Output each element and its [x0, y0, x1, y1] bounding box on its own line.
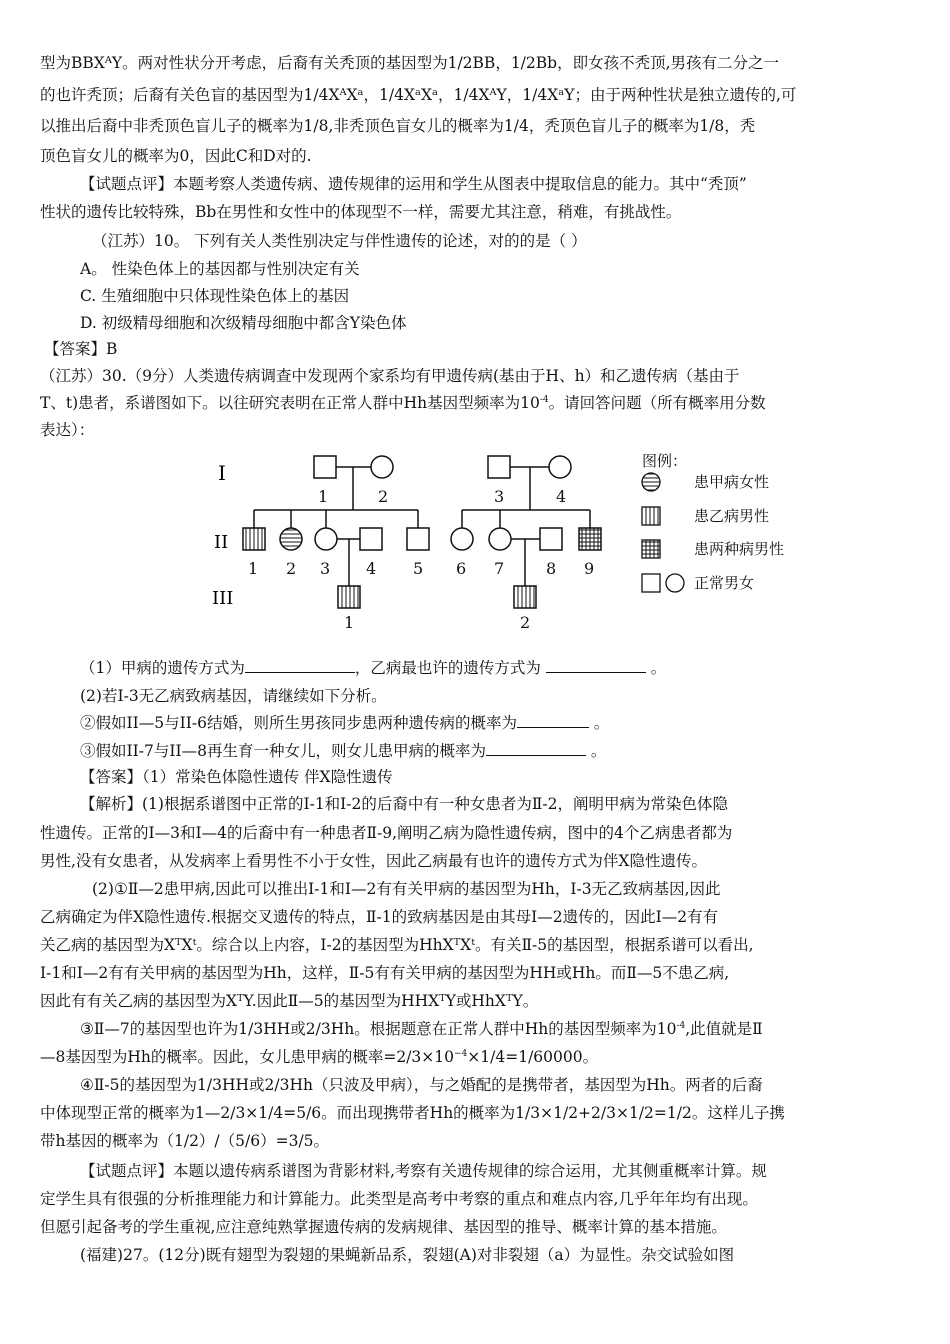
individual-II-3	[315, 528, 337, 550]
option-c: C. 生殖细胞中只体现性染色体上的基因	[80, 287, 350, 305]
legend-label: 患乙病男性	[694, 507, 770, 525]
legend-label: 正常男女	[694, 574, 755, 592]
text-span: ,此值就是Ⅱ	[685, 1020, 763, 1038]
generation-label: III	[212, 588, 234, 609]
answer-10: 【答案】B	[44, 340, 118, 358]
text-line: 以推出后裔中非秃顶色盲儿子的概率为1/8,非秃顶色盲女儿的概率为1/4，秃顶色盲儿子的概率为1/8，秃	[40, 117, 756, 135]
sub-question-2-2	[80, 740, 606, 762]
explanation-line: 因此有有关乙病的基因型为XᵀY.因此Ⅱ—5的基因型为HHXᵀY或HhXᵀY。	[40, 992, 539, 1010]
individual-I-1	[314, 456, 336, 478]
superscript: -4	[539, 394, 549, 405]
review-line: 定学生具有很强的分析推理能力和计算能力。此类型是高考中考察的重点和难点内容,几乎年年均有出现。	[40, 1190, 758, 1208]
family-1	[243, 456, 429, 608]
pedigree-number: 2	[378, 487, 389, 506]
answer-blank[interactable]	[486, 741, 586, 756]
explanation-line: Ⅰ-1和Ⅰ—2有有关甲病的基因型为Hh，这样，Ⅱ-5有有关甲病的基因型为HH或Hh。而Ⅱ—5不患乙病,	[40, 964, 730, 982]
answer-blank[interactable]	[546, 658, 646, 673]
legend-symbol-female-a	[642, 473, 660, 491]
explanation-line: 【解析】(1)根据系谱图中正常的Ⅰ-1和Ⅰ-2的后裔中有一种女患者为Ⅱ-2，阐明甲病为常染色体隐	[80, 795, 729, 813]
question-30	[40, 392, 766, 414]
explanation-line: 中体现型正常的概率为1—2/3×1/4=5/6。而出现携带者Hh的概率为1/3×1/2+2/3×1/2=1/2。这样儿子携	[40, 1104, 785, 1122]
family-2	[451, 456, 601, 608]
text-span: 。	[590, 742, 607, 760]
generation-label: I	[218, 461, 226, 485]
individual-II-1	[243, 528, 265, 550]
question-30: （江苏）30.（9分）人类遗传病调查中发现两个家系均有甲遗传病(基由于H、h）和乙遗传病（基由于	[40, 367, 740, 385]
text-span: ②假如II—5与II-6结婚，则所生男孩同步患两种遗传病的概率为	[80, 714, 517, 732]
individual-II-4	[360, 528, 382, 550]
individual-III-2	[514, 586, 536, 608]
explanation-line: 带h基因的概率为（1/2）/（5/6）=3/5。	[40, 1132, 330, 1150]
text-span: ③假如II-7与II—8再生育一种女儿，则女儿患甲病的概率为	[80, 742, 486, 760]
individual-II-6	[451, 528, 473, 550]
superscript: −4	[454, 1048, 468, 1059]
text-line: 的也许秃顶；后裔有关色盲的基因型为1/4XᴬXᵃ，1/4XᵃXᵃ，1/4XᴬY，1/4XᵃY；由于两种性状是独立遗传的,可	[40, 86, 797, 104]
text-span: T、t)患者，系谱图如下。以往研究表明在正常人群中Hh基因型频率为10	[40, 394, 540, 412]
answer-blank[interactable]	[517, 713, 589, 728]
pedigree-number: 1	[344, 613, 355, 632]
pedigree-number: 4	[556, 487, 567, 506]
text-span: —8基因型为Hh的概率。因此，女儿患甲病的概率=2/3×10	[40, 1048, 455, 1066]
individual-III-1	[338, 586, 360, 608]
legend-symbol-male-both	[642, 540, 660, 558]
question-fujian-27: (福建)27。(12分)既有翅型为裂翅的果蝇新品系，裂翅(A)对非裂翅（a）为显性。杂交试验如图	[80, 1246, 735, 1264]
explanation-line	[80, 1018, 763, 1040]
pedigree-chart	[200, 448, 820, 638]
pedigree-number: 2	[520, 613, 531, 632]
explanation-line: 性遗传。正常的Ⅰ—3和Ⅰ—4的后裔中有一种患者Ⅱ-9,阐明乙病为隐性遗传病，图中的4个乙病患者都为	[40, 824, 733, 842]
individual-II-2	[280, 528, 302, 550]
individual-I-2	[371, 456, 393, 478]
generation-label: II	[214, 532, 229, 553]
pedigree-legend	[642, 452, 784, 592]
text-span: ③Ⅱ—7的基因型也许为1/3HH或2/3Hh。根据题意在正常人群中Hh的基因型频率为10	[80, 1020, 677, 1038]
pedigree-number: 8	[546, 559, 557, 578]
individual-I-3	[488, 456, 510, 478]
sub-question-2-1	[80, 712, 609, 734]
sub-question-2: (2)若Ⅰ-3无乙病致病基因，请继续如下分析。	[80, 687, 387, 705]
explanation-line: 男性,没有女患者，从发病率上看男性不小于女性，因此乙病最有也许的遗传方式为伴X隐性遗传。	[40, 852, 707, 870]
text-line: 型为BBXᴬY。两对性状分开考虑，后裔有关秃顶的基因型为1/2BB，1/2Bb，即女孩不秃顶,男孩有二分之一	[40, 54, 780, 72]
individual-II-7	[489, 528, 511, 550]
legend-symbol-normal-male	[642, 574, 660, 592]
text-line: 顶色盲女儿的概率为0，因此C和D对的.	[40, 147, 312, 165]
individual-II-9	[579, 528, 601, 550]
legend-label: 患甲病女性	[694, 473, 770, 491]
individual-I-4	[549, 456, 571, 478]
pedigree-number: 5	[413, 559, 424, 578]
text-span: 。	[593, 714, 610, 732]
pedigree-number: 6	[456, 559, 467, 578]
option-a: A。 性染色体上的基因都与性别决定有关	[80, 260, 360, 278]
superscript: -4	[676, 1020, 686, 1031]
legend-title: 图例：	[642, 452, 688, 470]
legend-label: 患两种病男性	[694, 540, 785, 558]
explanation-line: 关乙病的基因型为XᵀXᵗ。综合以上内容，Ⅰ-2的基因型为HhXᵀXᵗ。有关Ⅱ-5的基因型，根据系谱可以看出,	[40, 936, 754, 954]
text-span: ，乙病最也许的遗传方式为	[354, 659, 541, 677]
text-span: 。请回答问题（所有概率用分数	[548, 394, 766, 412]
individual-II-8	[540, 528, 562, 550]
comment-line: 【试题点评】本题考察人类遗传病、遗传规律的运用和学生从图表中提取信息的能力。其中“秃顶”	[80, 175, 747, 193]
pedigree-number: 1	[248, 559, 259, 578]
question-10: （江苏）10。 下列有关人类性别决定与伴性遗传的论述，对的的是（ ）	[92, 232, 587, 250]
individual-II-5	[407, 528, 429, 550]
comment-line: 性状的遗传比较特殊，Bb在男性和女性中的体现型不一样，需要尤其注意，稍难，有挑战性。	[40, 203, 682, 221]
text-span: ×1/4=1/60000。	[467, 1048, 599, 1066]
explanation-line: (2)①Ⅱ—2患甲病,因此可以推出Ⅰ-1和Ⅰ—2有有关甲病的基因型为Hh，Ⅰ-3无乙致病基因,因此	[92, 880, 721, 898]
legend-symbol-male-b	[642, 507, 660, 525]
review-line: 【试题点评】本题以遗传病系谱图为背影材料,考察有关遗传规律的综合运用，尤其侧重概率计算。规	[80, 1162, 767, 1180]
answer-30: 【答案】（1）常染色体隐性遗传 伴X隐性遗传	[80, 768, 393, 786]
legend-symbol-normal-female	[666, 574, 684, 592]
option-d: D. 初级精母细胞和次级精母细胞中都含Y染色体	[80, 314, 407, 332]
explanation-line: ④Ⅱ-5的基因型为1/3HH或2/3Hh（只波及甲病），与之婚配的是携带者，基因型为Hh。两者的后裔	[80, 1076, 763, 1094]
pedigree-number: 9	[584, 559, 595, 578]
explanation-line: 乙病确定为伴X隐性遗传.根据交叉遗传的特点，Ⅱ-1的致病基因是由其母Ⅰ—2遗传的，因此Ⅰ—2有有	[40, 908, 719, 926]
text-span: （1）甲病的遗传方式为	[80, 659, 245, 677]
answer-blank[interactable]	[245, 658, 355, 673]
sub-question-1	[80, 657, 666, 679]
text-span: 。	[650, 659, 667, 677]
pedigree-number: 3	[494, 487, 505, 506]
pedigree-number: 2	[286, 559, 297, 578]
pedigree-number: 1	[318, 487, 329, 506]
explanation-line	[40, 1046, 598, 1068]
pedigree-number: 4	[366, 559, 377, 578]
pedigree-number: 7	[494, 559, 505, 578]
review-line: 但愿引起备考的学生重视,应注意纯熟掌握遗传病的发病规律、基因型的推导、概率计算的基本措施。	[40, 1218, 727, 1236]
pedigree-number: 3	[320, 559, 331, 578]
question-30: 表达）：	[40, 421, 95, 439]
